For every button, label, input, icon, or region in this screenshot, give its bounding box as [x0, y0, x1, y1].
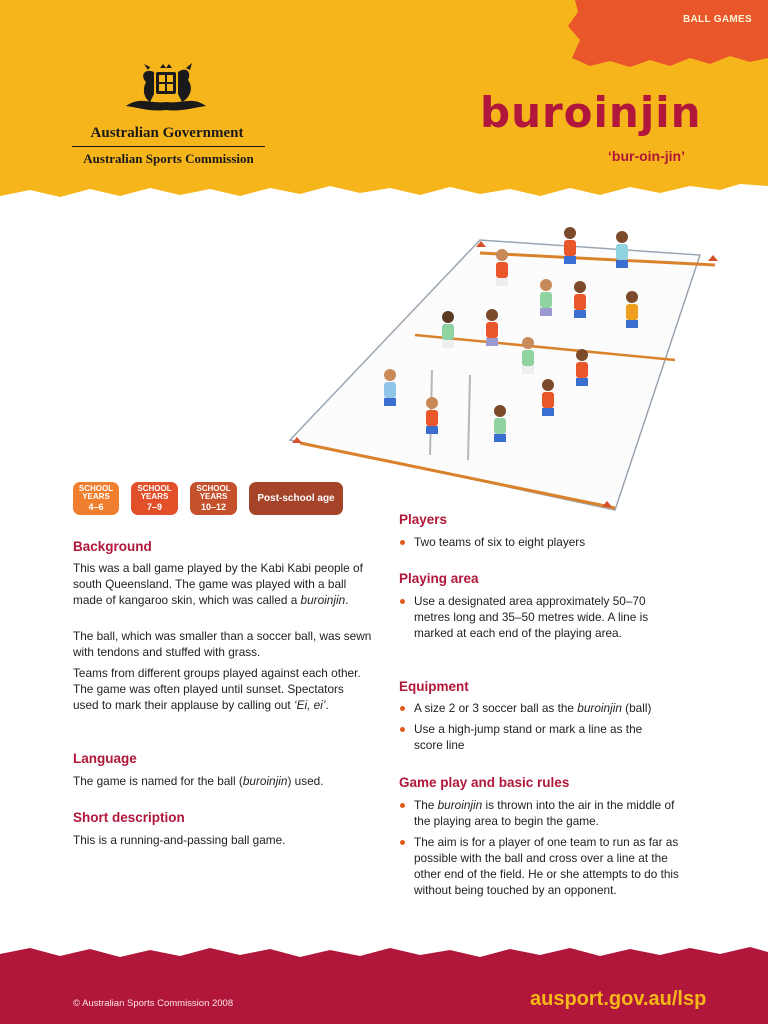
- background-paragraph-3: Teams from different groups played against each other. The game was often played until sunset. Spectators used to mark their applause by calling out ‘Ei, ei’.: [73, 666, 361, 712]
- section-heading-game-play: Game play and basic rules: [399, 775, 570, 790]
- game-play-item-1: The buroinjin is thrown into the air in the middle of the playing area to begin the game.: [399, 797, 694, 829]
- pronunciation: ‘bur-oin-jin’: [608, 148, 685, 164]
- playing-field-illustration: [280, 215, 740, 515]
- background-paragraph-1: This was a ball game played by the Kabi Kabi people of south Queensland. The game was played with a ball made of kangaroo skin, which was called a buroinjin.: [73, 561, 363, 607]
- category-label: BALL GAMES: [683, 14, 752, 25]
- equipment-item-stand: Use a high-jump stand or mark a line as the score line: [399, 721, 674, 753]
- section-heading-playing-area: Playing area: [399, 571, 479, 586]
- section-heading-language: Language: [73, 751, 137, 766]
- footer-band: [0, 940, 768, 1024]
- government-name: Australian Government: [90, 125, 244, 141]
- badge-post-school-age: Post-school age: [249, 482, 343, 515]
- section-heading-players: Players: [399, 512, 448, 527]
- playing-area-item: Use a designated area approximately 50–70 metres long and 35–50 metres wide. A line is marked at each end of the playing area.: [399, 593, 664, 641]
- background-paragraph-2: The ball, which was smaller than a soccer ball, was sewn with tendons and stuffed with grass.: [73, 629, 372, 659]
- badge-school-years-7-9: SCHOOL YEARS 7–9: [131, 482, 178, 515]
- website-link[interactable]: ausport.gov.au/lsp: [530, 988, 707, 1010]
- equipment-item-ball: A size 2 or 3 soccer ball as the buroinjin (ball): [399, 700, 704, 716]
- page-title: buroinjin: [480, 88, 702, 137]
- short-description-text: This is a running-and-passing ball game.: [73, 833, 286, 847]
- commission-name: Australian Sports Commission: [83, 151, 254, 166]
- game-play-item-2: The aim is for a player of one team to run as far as possible with the ball and cross over a line at the other end of the field. He or she attempts to do this without being touched by an opponent.: [399, 834, 694, 898]
- players-item: Two teams of six to eight players: [399, 534, 694, 550]
- section-heading-equipment: Equipment: [399, 679, 469, 694]
- badge-school-years-4-6: SCHOOL YEARS 4–6: [73, 482, 119, 515]
- coat-of-arms-icon: [120, 62, 212, 118]
- copyright: © Australian Sports Commission 2008: [73, 998, 234, 1009]
- language-text: The game is named for the ball (buroinjin) used.: [73, 774, 324, 788]
- section-heading-short-description: Short description: [73, 810, 185, 825]
- badge-school-years-10-12: SCHOOL YEARS 10–12: [190, 482, 237, 515]
- divider: [72, 146, 265, 147]
- section-heading-background: Background: [73, 539, 152, 554]
